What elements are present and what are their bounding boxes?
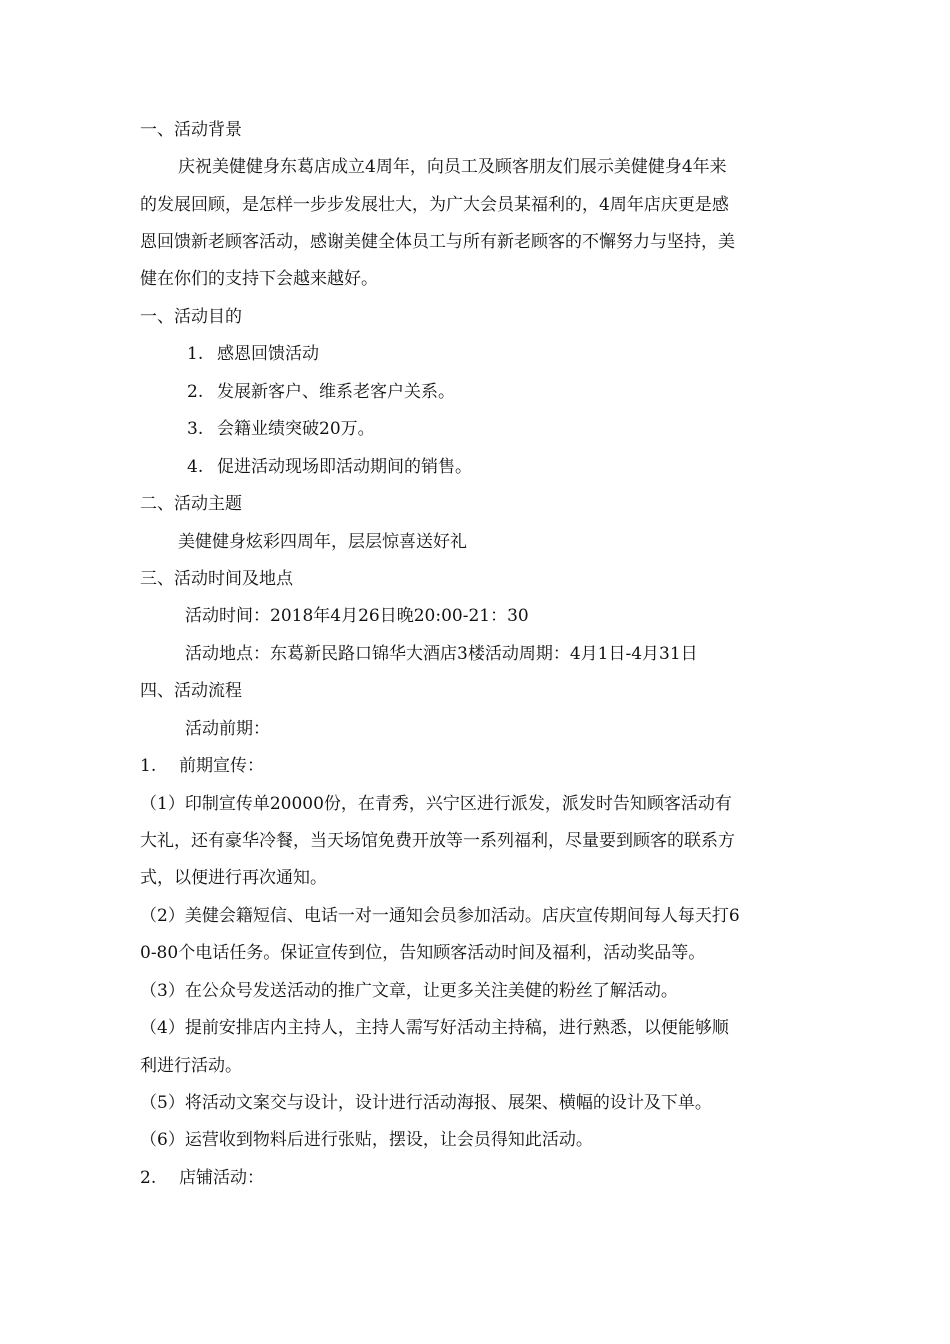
list-number: 2.: [187, 382, 204, 402]
paragraph-line: （3）在公众号发送活动的推广文章，让更多关注美健的粉丝了解活动。: [140, 981, 678, 1001]
paragraph-line: （6）运营收到物料后进行张贴，摆设，让会员得知此活动。: [140, 1130, 593, 1150]
paragraph-line: 利进行活动。: [140, 1056, 242, 1076]
section-heading-theme: 二、活动主题: [140, 494, 242, 514]
paragraph-line: 庆祝美健健身东葛店成立4周年，向员工及顾客朋友们展示美健健身4年来: [178, 157, 727, 177]
section-heading-flow: 四、活动流程: [140, 681, 242, 701]
list-text: 感恩回馈活动: [217, 344, 319, 364]
step-number: 1.: [140, 756, 157, 776]
paragraph-line: 0-80个电话任务。保证宣传到位，告知顾客活动时间及福利，活动奖品等。: [140, 943, 706, 963]
paragraph-line: 大礼，还有豪华冷餐，当天场馆免费开放等一系列福利，尽量要到顾客的联系方: [140, 831, 735, 851]
list-item: [187, 380, 455, 404]
event-place: 活动地点：东葛新民路口锦华大酒店3楼活动周期：4月1日-4月31日: [185, 644, 698, 664]
paragraph-line: 健在你们的支持下会越来越好。: [140, 269, 378, 289]
event-time: 活动时间：2018年4月26日晚20:00-21：30: [185, 606, 529, 626]
paragraph-line: （5）将活动文案交与设计，设计进行活动海报、展架、横幅的设计及下单。: [140, 1093, 712, 1113]
list-number: 3.: [187, 419, 204, 439]
section-heading-background: 一、活动背景: [140, 120, 242, 140]
step-text: 店铺活动：: [179, 1168, 264, 1188]
list-text: 会籍业绩突破20万。: [217, 419, 375, 439]
list-text: 发展新客户、维系老客户关系。: [217, 382, 455, 402]
paragraph-line: （1）印制宣传单20000份，在青秀，兴宁区进行派发，派发时告知顾客活动有: [140, 794, 732, 814]
list-item: [187, 455, 472, 479]
paragraph-line: （2）美健会籍短信、电话一对一通知会员参加活动。店庆宣传期间每人每天打6: [140, 906, 740, 926]
step-number: 2.: [140, 1168, 157, 1188]
step-heading: [140, 754, 264, 778]
section-heading-purpose: 一、活动目的: [140, 307, 242, 327]
theme-text: 美健健身炫彩四周年，层层惊喜送好礼: [178, 532, 467, 552]
paragraph-line: （4）提前安排店内主持人，主持人需写好活动主持稿，进行熟悉，以便能够顺: [140, 1018, 729, 1038]
step-text: 前期宣传：: [179, 756, 264, 776]
list-number: 4.: [187, 457, 204, 477]
list-number: 1.: [187, 344, 204, 364]
paragraph-line: 的发展回顾，是怎样一步步发展壮大，为广大会员某福利的，4周年店庆更是感: [140, 195, 729, 215]
list-item: [187, 417, 375, 441]
section-heading-time-place: 三、活动时间及地点: [140, 569, 293, 589]
paragraph-line: 式，以便进行再次通知。: [140, 868, 327, 888]
pre-event-label: 活动前期：: [185, 719, 270, 739]
list-item: [187, 342, 319, 366]
list-text: 促进活动现场即活动期间的销售。: [217, 457, 472, 477]
paragraph-line: 恩回馈新老顾客活动，感谢美健全体员工与所有新老顾客的不懈努力与坚持，美: [140, 232, 735, 252]
step-heading: [140, 1166, 264, 1190]
